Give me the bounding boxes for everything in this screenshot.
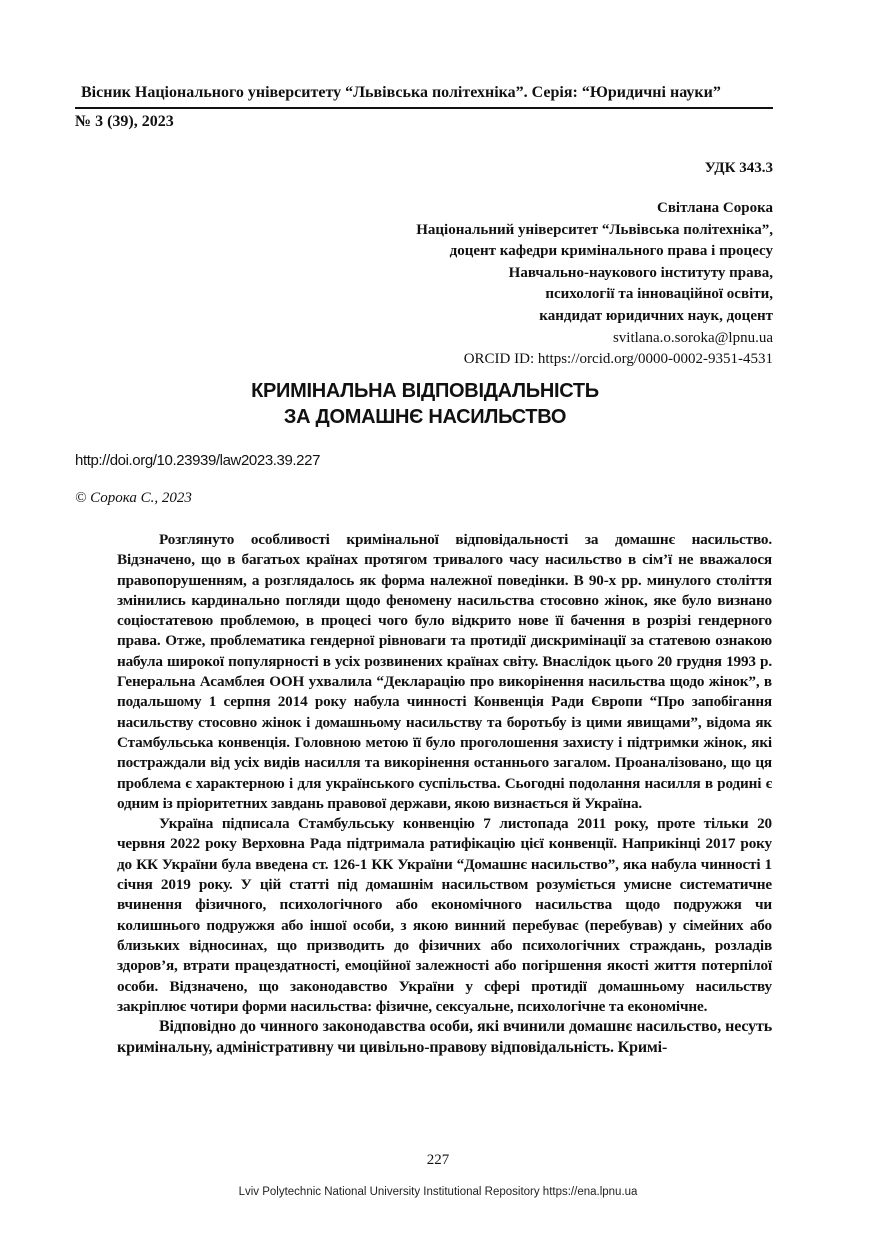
copyright: © Сорока С., 2023	[75, 490, 192, 506]
abstract	[117, 530, 772, 1058]
article-title	[75, 378, 775, 430]
affiliation-line: Національний університет “Львівська політехніка”,	[416, 221, 773, 238]
affiliation-line: доцент кафедри кримінального права і процесу	[449, 243, 773, 260]
body-paragraph: Відповідно до чинного законодавства особи, які вчинили домашнє насильство, несуть кримінальну, адміністративну чи цивільно-правову відповідальність. Кримі-	[117, 1018, 772, 1056]
author-block	[416, 198, 773, 371]
doi-link[interactable]: http://doi.org/10.23939/law2023.39.227	[75, 452, 321, 469]
page-number: 227	[426, 1152, 450, 1168]
journal-header: Вісник Національного університету “Львівська політехніка”. Серія: “Юридичні науки”	[81, 84, 721, 101]
title-line: КРИМІНАЛЬНА ВІДПОВІДАЛЬНІСТЬ	[251, 380, 599, 402]
author-email[interactable]: svitlana.o.soroka@lpnu.ua	[612, 329, 773, 346]
header-rule	[75, 107, 773, 109]
udk-code: УДК 343.3	[704, 160, 773, 176]
author-orcid[interactable]: ORCID ID: https://orcid.org/0000-0002-9351-4531	[463, 351, 773, 368]
affiliation-line: Навчально-наукового інституту права,	[508, 264, 773, 281]
affiliation-line: кандидат юридичних наук, доцент	[539, 307, 773, 324]
abstract-paragraph: Україна підписала Стамбульську конвенцію 7 листопада 2011 року, проте тільки 20 червня 2022 року Верховна Рада підтримала ратифікацію цієї конвенції. Наприкінці 2017 року до КК України була введена ст. 126-1 КК України “Домашнє насильство”, яка набула чинності 1 січня 2019 року. У цій статті під домашнім насильством розуміється умисне систематичне вчинення фізичного, психологічного або економічного насильства щодо подружжя чи колишнього подружжя або іншої особи, з якою винний перебуває (перебував) у сімейних або близьких відносинах, що призводить до фізичних або психологічних страждань, розладів здоров’я, втрати працездатності, емоційної залежності або погіршення якості життя потерпілої особи. Відзначено, що законодавство України у сфері протидії домашньому насильству закріплює чотири форми насильства: фізичне, сексуальне, психологічне та економічне.	[117, 815, 772, 1015]
author-name: Світлана Сорока	[657, 200, 773, 216]
abstract-paragraph: Розглянуто особливості кримінальної відповідальності за домашнє насильство. Відзначено, що в багатьох країнах протягом тривалого часу насильство в сім’ї не вважалося правопорушенням, а розглядалось як форма належної поведінки. В 90-х рр. минулого століття змінились кардинально погляди щодо феномену насильства стосовно жінок, яке було визнано соціостатевою проблемою, в процесі чого було відкрито нове її бачення в розрізі гендерного права. Отже, проблематика гендерної рівноваги та протидії дискримінації за статевою ознакою набула широкої популярності в усіх розвинених країнах світу. Внаслідок цього 20 грудня 1993 р. Генеральна Асамблея ООН ухвалила “Декларацію про викорінення насильства щодо жінок”, в подальшому 1 серпня 2014 року набула чинності Конвенція Ради Європи “Про запобігання насильству стосовно жінок і домашньому насильству та боротьбу із цими явищами”, відома як Стамбульська конвенція. Головною метою її було проголошення захисту і підтримки жінок, які постраждали від усіх видів насилля та викорінення останнього загалом. Проаналізовано, що ця проблема є характерною і для українського суспільства. Сьогодні подолання насилля в родині є одним із пріоритетних завдань правової держави, якою визнається й Україна.	[117, 531, 772, 812]
title-line: ЗА ДОМАШНЄ НАСИЛЬСТВО	[283, 406, 567, 428]
affiliation-line: психології та інноваційної освіти,	[545, 286, 773, 303]
repository-footer: Lviv Polytechnic National University Institutional Repository https://ena.lpnu.ua	[238, 1186, 638, 1198]
issue-number: № 3 (39), 2023	[75, 113, 174, 130]
